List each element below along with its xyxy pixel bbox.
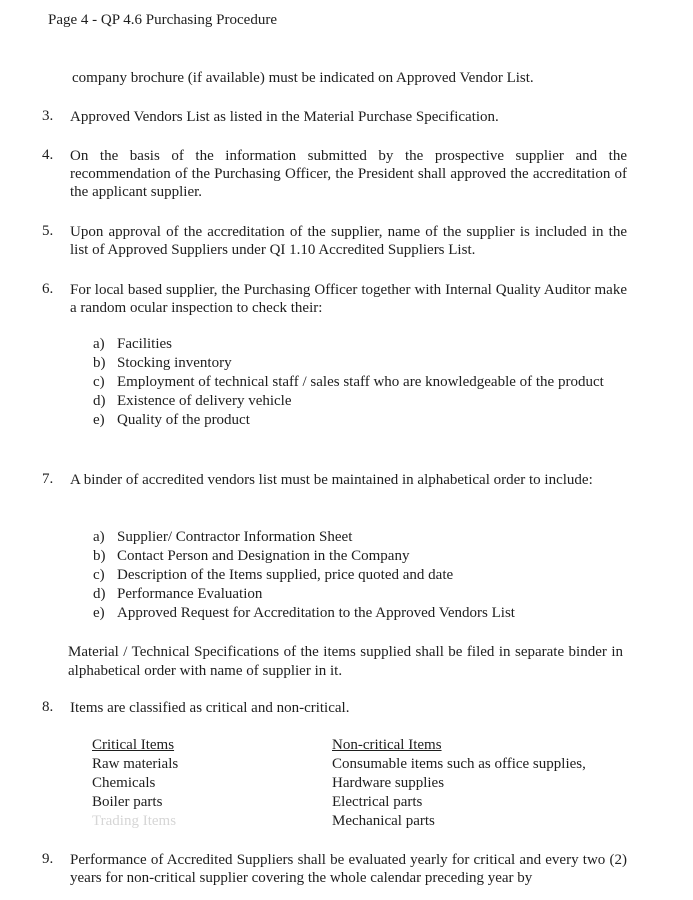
sublist-letter: a) <box>93 336 105 352</box>
sublist-text: Existence of delivery vehicle <box>117 393 292 409</box>
sublist-item <box>93 528 623 547</box>
sublist-item <box>93 585 623 604</box>
sublist-letter: d) <box>93 586 106 602</box>
list-item-8 <box>42 699 627 717</box>
item-text: Performance of Accredited Suppliers shall be evaluated yearly for critical and every two (2) years for non-critical supplier covering the whole calendar preceding year by <box>70 852 627 886</box>
critical-item: Boiler parts <box>92 794 163 810</box>
sublist-letter: d) <box>93 393 106 409</box>
item-text: Upon approval of the accreditation of the supplier, name of the supplier is included in the list of Approved Suppliers under QI 1.10 Accredited Suppliers List. <box>70 224 627 258</box>
critical-items-heading: Critical Items <box>92 737 175 753</box>
item-number: 5. <box>42 223 54 239</box>
sublist-item <box>93 392 623 411</box>
sublist-letter: b) <box>93 548 106 564</box>
item-number: 3. <box>42 108 54 124</box>
sublist-7 <box>93 528 623 623</box>
list-item-4 <box>42 147 627 201</box>
item-number: 4. <box>42 147 54 163</box>
noncritical-item: Mechanical parts <box>332 813 435 829</box>
item-number: 6. <box>42 281 54 297</box>
list-item-7 <box>42 471 627 489</box>
sublist-letter: e) <box>93 412 105 428</box>
list-item-9 <box>42 851 627 887</box>
noncritical-items-column <box>332 736 632 831</box>
sublist-letter: e) <box>93 605 105 621</box>
sublist-item <box>93 354 623 373</box>
sublist-letter: c) <box>93 567 105 583</box>
sublist-text: Supplier/ Contractor Information Sheet <box>117 529 353 545</box>
critical-item: Chemicals <box>92 775 156 791</box>
noncritical-items-heading: Non-critical Items <box>332 737 442 753</box>
sublist-letter: a) <box>93 529 105 545</box>
item-text: For local based supplier, the Purchasing Officer together with Internal Quality Auditor make a random ocular inspection to check their: <box>70 282 627 316</box>
noncritical-item: Hardware supplies <box>332 775 445 791</box>
list-item-6 <box>42 281 627 317</box>
item-text: Approved Vendors List as listed in the Material Purchase Specification. <box>70 109 499 125</box>
page-header: Page 4 - QP 4.6 Purchasing Procedure <box>48 12 277 28</box>
sublist-text: Performance Evaluation <box>117 586 263 602</box>
critical-item: Trading Items <box>92 813 177 829</box>
sublist-text: Approved Request for Accreditation to the Approved Vendors List <box>117 605 515 621</box>
noncritical-item: Consumable items such as office supplies, <box>332 756 586 772</box>
specifications-paragraph: Material / Technical Specifications of the items supplied shall be filed in separate binder in alphabetical order with name of supplier in it. <box>68 644 623 679</box>
sublist-text: Facilities <box>117 336 172 352</box>
sublist-item <box>93 335 623 354</box>
item-number: 7. <box>42 471 54 487</box>
sublist-item <box>93 566 623 585</box>
item-number: 8. <box>42 699 54 715</box>
item-text: On the basis of the information submitted by the prospective supplier and the recommendation of the Purchasing Officer, the President shall approved the accreditation of the applicant supplier. <box>70 148 627 200</box>
sublist-6 <box>93 335 623 430</box>
sublist-text: Quality of the product <box>117 412 250 428</box>
critical-items-column <box>92 736 312 831</box>
sublist-letter: c) <box>93 374 105 390</box>
sublist-text: Description of the Items supplied, price quoted and date <box>117 567 454 583</box>
sublist-letter: b) <box>93 355 106 371</box>
sublist-item <box>93 373 623 392</box>
sublist-text: Employment of technical staff / sales staff who are knowledgeable of the product <box>117 374 604 390</box>
critical-item: Raw materials <box>92 756 179 772</box>
continuation-text: company brochure (if available) must be indicated on Approved Vendor List. <box>72 70 534 86</box>
item-text: Items are classified as critical and non-critical. <box>70 700 350 716</box>
item-number: 9. <box>42 851 54 867</box>
item-text: A binder of accredited vendors list must be maintained in alphabetical order to include: <box>70 472 593 488</box>
sublist-item <box>93 604 623 623</box>
sublist-text: Contact Person and Designation in the Company <box>117 548 410 564</box>
sublist-item <box>93 547 623 566</box>
sublist-text: Stocking inventory <box>117 355 232 371</box>
noncritical-item: Electrical parts <box>332 794 423 810</box>
list-item-3 <box>42 108 627 126</box>
sublist-item <box>93 411 623 430</box>
list-item-5 <box>42 223 627 259</box>
